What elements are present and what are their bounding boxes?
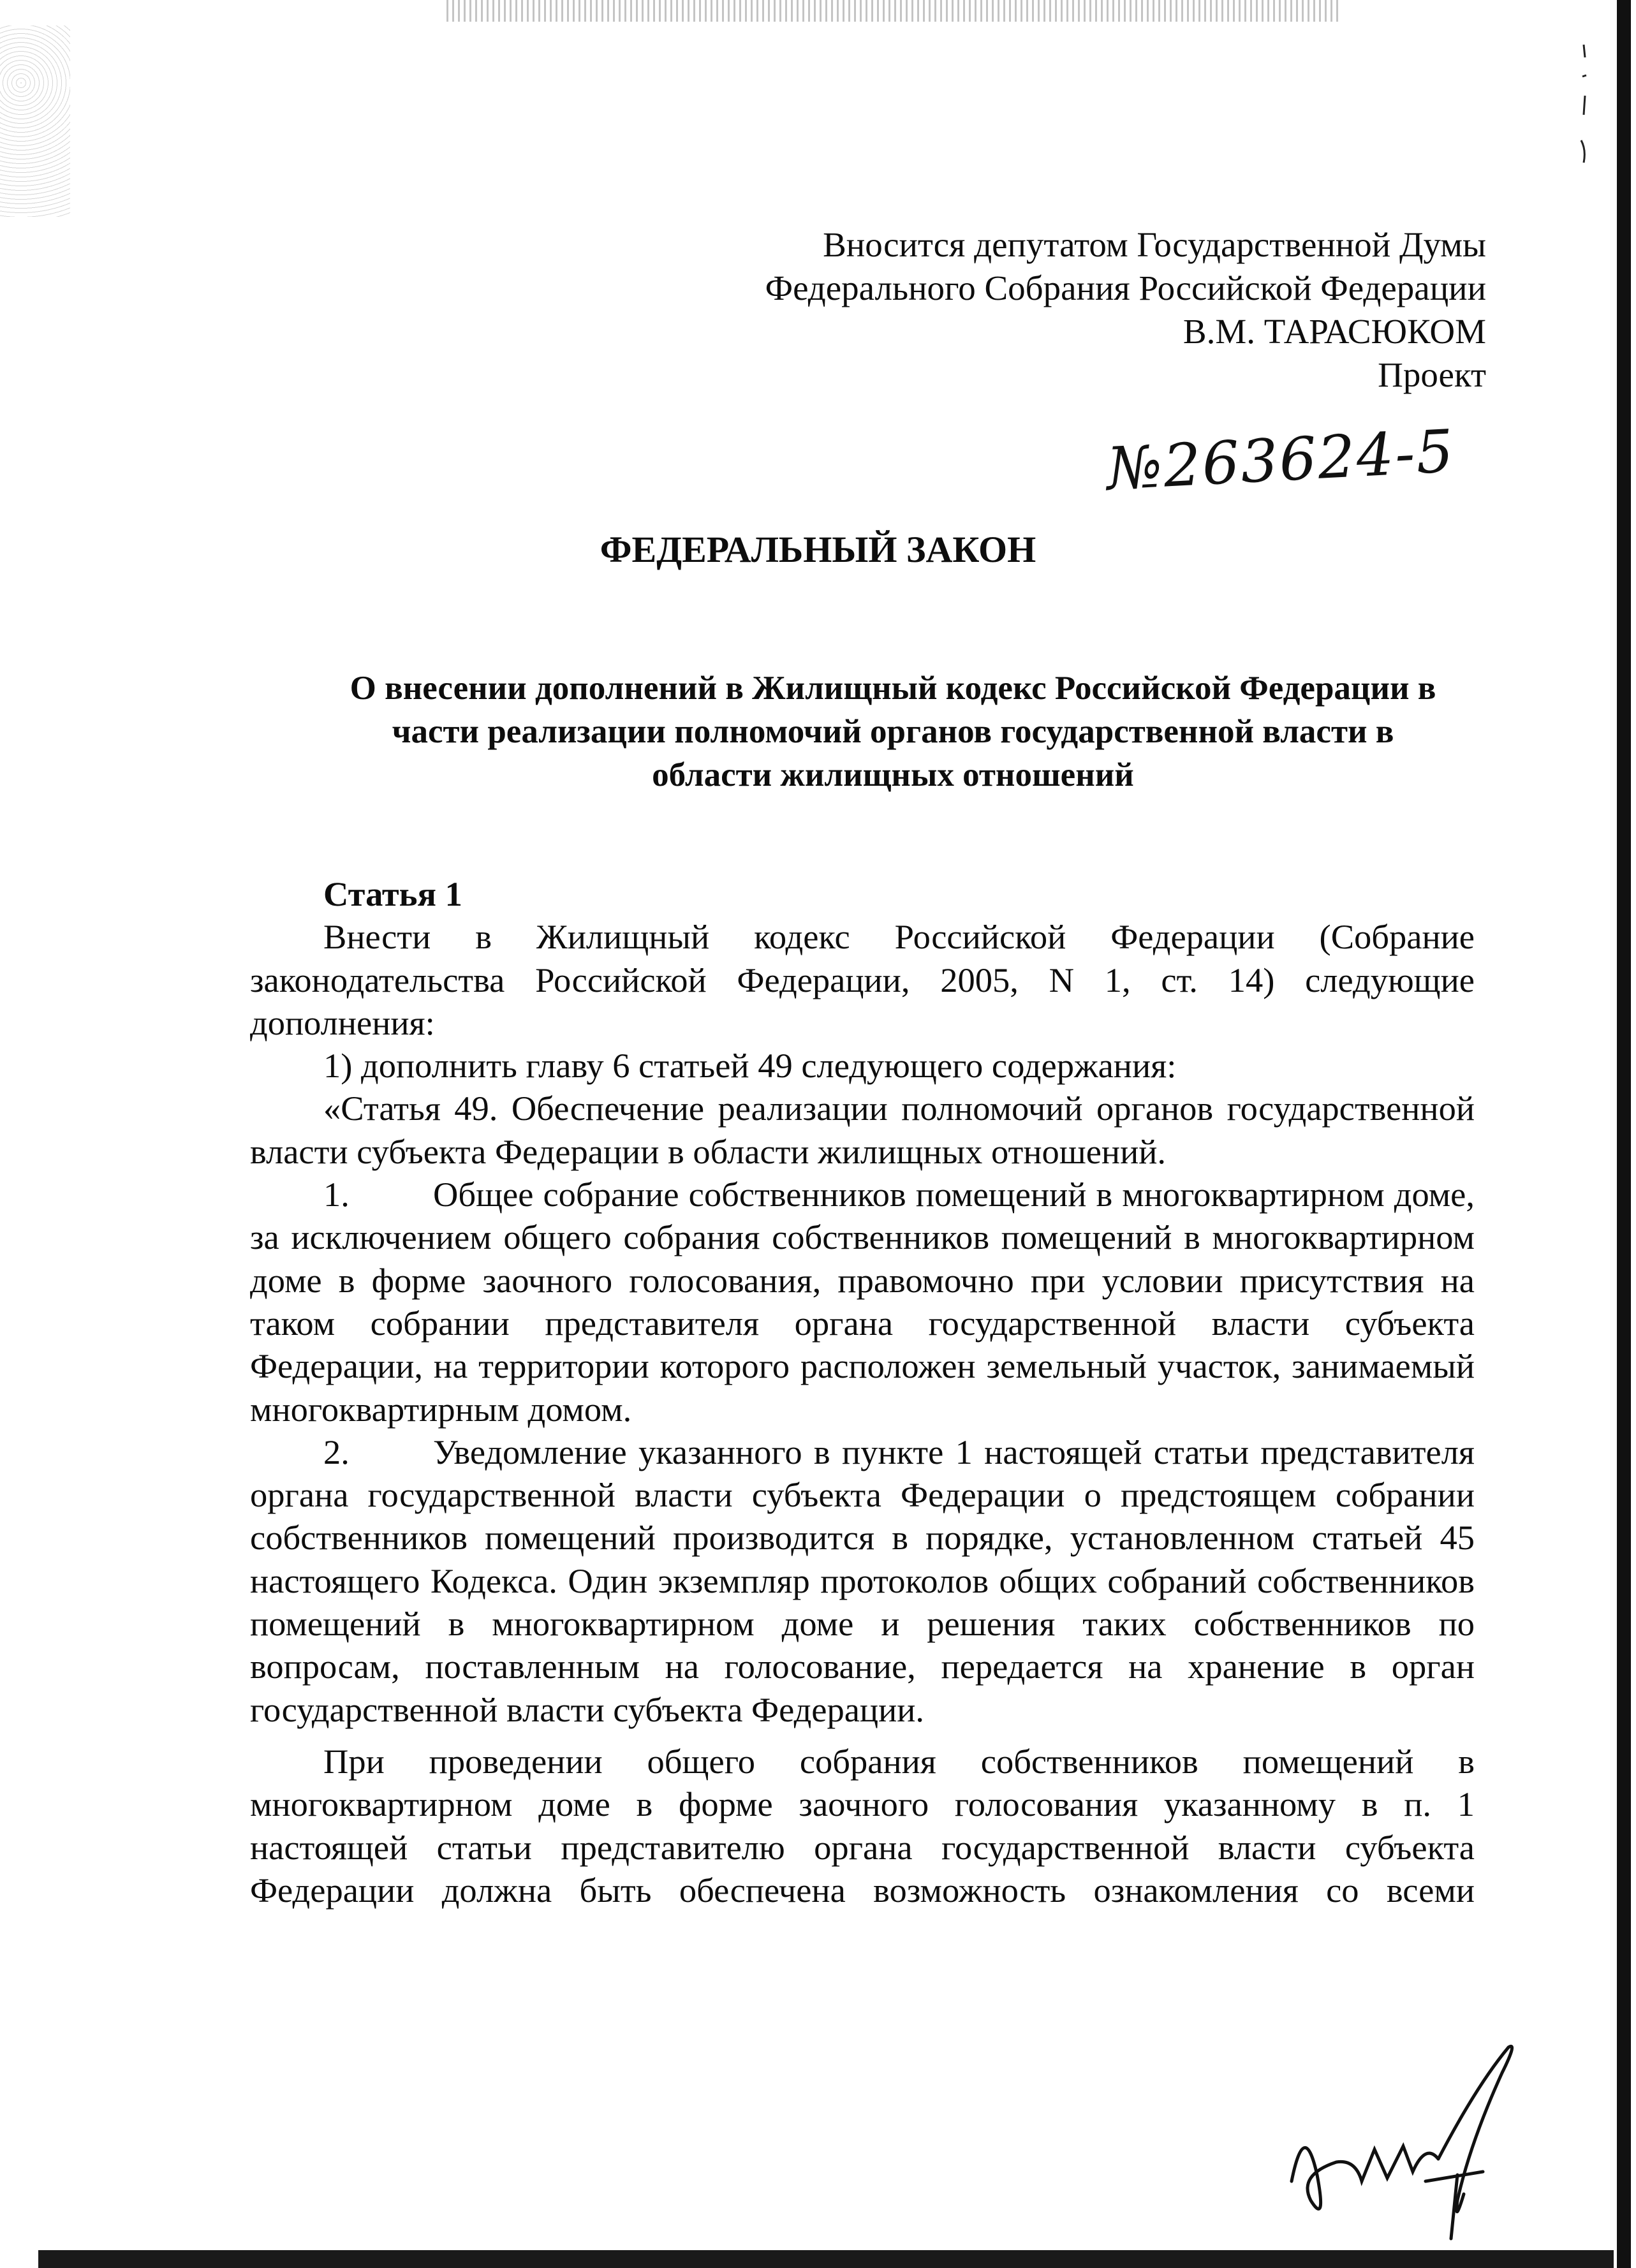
paragraph-3: При проведении общего собрания собственников помещений в многоквартирном доме в форме заочного голосования указанному в п. 1 настоящей статьи представителю органа государственной власти субъекта Федерации должна быть обеспечена возможность ознакомления со всеми: [250, 1741, 1475, 1910]
paragraph-2-number: 2.: [323, 1432, 350, 1471]
subtitle-line-2: части реализации полномочий органов государственной власти в: [392, 713, 1394, 750]
scan-noise-top: [446, 0, 1339, 22]
law-title: ФЕДЕРАЛЬНЫЙ ЗАКОН: [600, 529, 1036, 570]
scan-border-right: [1617, 0, 1631, 2268]
scan-noise-left: [0, 26, 70, 217]
paragraph-1-text: Общее собрание собственников помещений в многоквартирном доме, за исключением общего собрания собственников помещений в многоквартирном доме в форме заочного голосования, правомочно при условии присутствия на таком собрании представителя органа государственной власти субъекта Федерации, на территории которого расположен земельный участок, занимаемый многоквартирным домом.: [250, 1175, 1475, 1429]
paragraph-1: [250, 1173, 1475, 1431]
signature-icon: [1266, 2035, 1534, 2245]
addressee-line-2: Федерального Собрания Российской Федерации: [765, 269, 1486, 307]
subtitle-line-1: О внесении дополнений в Жилищный кодекс Российской Федерации в: [350, 670, 1436, 707]
law-body: [250, 873, 1475, 1911]
addressee-line-3: В.М. ТАРАСЮКОМ: [1183, 312, 1486, 351]
paragraph-2-text: Уведомление указанного в пункте 1 настоящей статьи представителя органа государственной власти субъекта Федерации о предстоящем собрании собственников помещений производится в порядке, установленном статьей 45 настоящего Кодекса. Один экземпляр протоколов общих собраний собственников помещений в многоквартирном доме и решения таких собственников по вопросам, поставленным на голосование, передается на хранение в орган государственной власти субъекта Федерации.: [250, 1432, 1475, 1729]
new-article-title: «Статья 49. Обеспечение реализации полномочий органов государственной власти субъекта Федерации в области жилищных отношений.: [250, 1089, 1475, 1171]
addressee-block: [529, 223, 1486, 397]
amendment-item-1: 1) дополнить главу 6 статьей 49 следующего содержания:: [323, 1046, 1177, 1086]
addressee-line-1: Вносится депутатом Государственной Думы: [823, 225, 1486, 264]
article-intro: Внести в Жилищный кодекс Российской Федерации (Собрание законодательства Российской Федерации, 2005, N 1, ст. 14) следующие дополнения:: [250, 917, 1475, 1042]
law-subtitle: [274, 666, 1512, 797]
article-heading: Статья 1: [323, 874, 462, 913]
handwritten-registration-number: №263624-5: [1105, 416, 1457, 504]
staple-marks-icon: [1572, 38, 1598, 166]
scan-border-bottom: [38, 2250, 1614, 2268]
paragraph-2: [250, 1431, 1475, 1731]
paragraph-1-number: 1.: [323, 1175, 350, 1214]
subtitle-line-3: области жилищных отношений: [652, 756, 1134, 793]
draft-label: Проект: [1378, 355, 1486, 394]
